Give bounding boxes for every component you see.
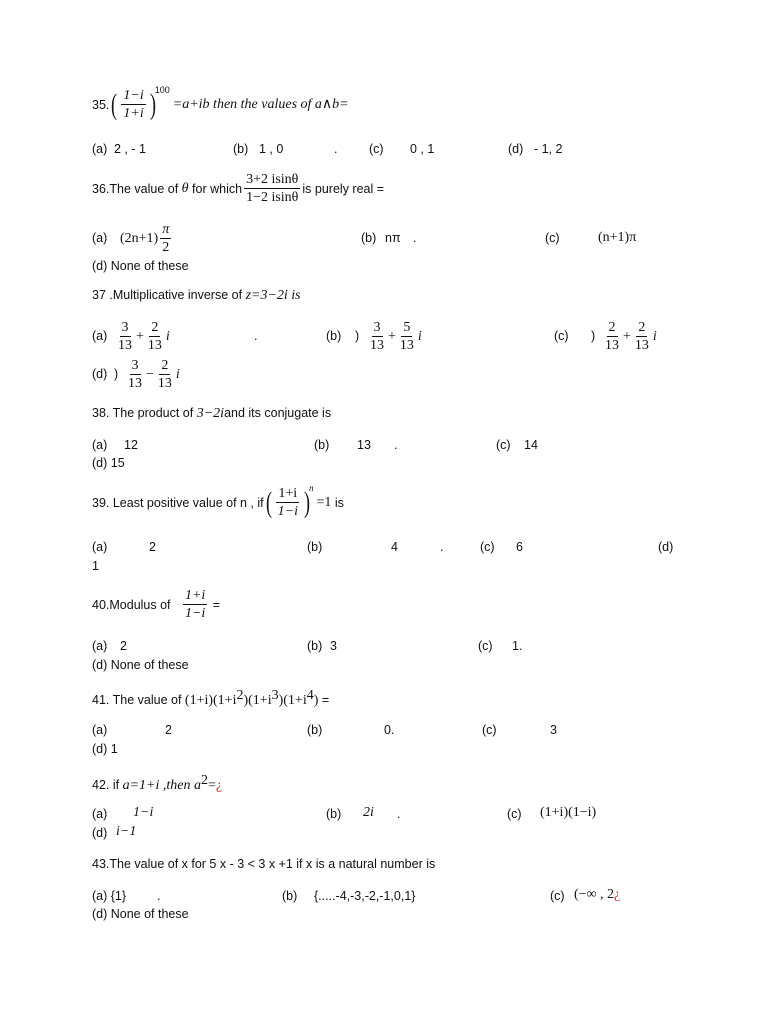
exponent: 100 xyxy=(154,85,170,96)
option-b-text: 13 xyxy=(357,438,371,452)
option-label: (c) xyxy=(369,142,384,156)
option-label: (c) xyxy=(550,889,565,903)
option-label: (c) xyxy=(496,438,511,452)
fraction-denominator: 1−2 isinθ xyxy=(246,190,299,206)
fraction-numerator: 1+i xyxy=(183,588,207,605)
option-c-text: 14 xyxy=(524,438,538,452)
option-label: (a) xyxy=(92,142,108,156)
frac-den: 13 xyxy=(128,376,142,392)
fraction-denominator: 2 xyxy=(162,240,170,256)
question-number: 35. xyxy=(92,97,110,112)
term: ) xyxy=(278,693,284,709)
fraction-denominator: 1−i xyxy=(277,504,298,520)
option-a-text: 12 xyxy=(124,438,138,452)
q38-stem xyxy=(92,407,331,421)
option-label: (b) xyxy=(314,438,330,452)
option-label: (b) xyxy=(326,329,342,343)
stem-text: 36.The value of xyxy=(92,181,179,196)
option-b-expr: 2i xyxy=(363,805,374,820)
imag-unit: i xyxy=(652,328,657,344)
option-label: (a) xyxy=(92,540,108,554)
q36-stem xyxy=(92,172,384,206)
separator-dot: . xyxy=(397,807,401,821)
stem-expr: a=1+i ,then a xyxy=(122,778,201,794)
option-d-text: - 1, 2 xyxy=(534,142,563,156)
option-a-text: 2 xyxy=(120,639,127,653)
term: (1+i xyxy=(248,693,272,709)
frac-den: 13 xyxy=(370,338,384,354)
option-d-text: (d) None of these xyxy=(92,259,189,273)
exponent: 3 xyxy=(271,688,279,703)
fraction-numerator: 1−i xyxy=(121,88,145,105)
frac-num: 2 xyxy=(159,358,170,375)
stem-text: 37 .Multiplicative inverse of xyxy=(92,288,243,302)
stem-text: = xyxy=(212,597,221,612)
stem-text: = xyxy=(321,693,330,708)
option-label: (c) xyxy=(554,329,569,343)
stray-paren: ) xyxy=(114,367,119,381)
imag-unit: i xyxy=(175,366,180,382)
frac-num: 2 xyxy=(149,320,160,337)
option-label: (c) xyxy=(545,231,560,245)
option-a-text: 2 , - 1 xyxy=(114,142,146,156)
fraction-denominator: 1−i xyxy=(184,606,206,622)
frac-num: 5 xyxy=(401,320,412,337)
interval: (−∞ , 2 xyxy=(574,887,615,902)
option-label: (b) xyxy=(307,639,323,653)
stem-text: 41. The value of xyxy=(92,693,182,708)
plus: + xyxy=(136,328,144,344)
separator-dot: . xyxy=(334,142,338,156)
option-b-text: nπ xyxy=(385,231,401,245)
q35-stem: 35. ( $\frac{1-i}{1+i}$ ) $^{100}$ =a+ib then the values of a∧b= xyxy=(92,85,349,122)
option-a-text: (a) {1} xyxy=(92,889,127,903)
option-label: (b) xyxy=(326,807,342,821)
option-d-expr xyxy=(124,358,180,392)
option-c-text: 6 xyxy=(516,540,523,554)
separator-dot: . xyxy=(440,540,444,554)
option-label: (c) xyxy=(507,807,522,821)
option-c-expr xyxy=(574,888,620,902)
option-label: (c) xyxy=(478,639,493,653)
option-label: (c) xyxy=(480,540,495,554)
option-label: (b) xyxy=(361,231,377,245)
term: (1+i xyxy=(283,693,307,709)
stem-expr: 3−2i xyxy=(196,406,225,421)
option-label: (c) xyxy=(482,723,497,737)
separator-dot: . xyxy=(394,438,398,452)
option-label: (b) xyxy=(307,723,323,737)
theta-symbol: θ xyxy=(181,180,189,196)
frac-num: 2 xyxy=(636,320,647,337)
plus: + xyxy=(623,328,631,344)
option-label: (d) xyxy=(92,367,108,381)
option-b-text: 4 xyxy=(391,540,398,554)
option-d-text: (d) None of these xyxy=(92,658,189,672)
option-b-text: 0. xyxy=(384,723,395,737)
option-label: (a) xyxy=(92,639,108,653)
frac-den: 13 xyxy=(634,338,649,354)
separator-dot: . xyxy=(413,231,417,245)
frac-num: 3 xyxy=(372,320,383,337)
option-d-text: (d) 1 xyxy=(92,742,118,756)
q37-stem xyxy=(92,289,301,303)
option-label: (a) xyxy=(92,807,108,821)
stem-text: is xyxy=(334,495,344,510)
stem-text: and its conjugate is xyxy=(224,406,332,420)
fraction-denominator: 1+i xyxy=(123,106,144,122)
option-d-text: 1 xyxy=(92,559,99,573)
expr: (2n+1) xyxy=(120,230,159,246)
option-label: (a) xyxy=(92,329,108,343)
option-label: (a) xyxy=(92,438,108,452)
frac-den: 13 xyxy=(605,338,619,354)
stray-paren: ) xyxy=(591,329,596,343)
option-a-text: 2 xyxy=(149,540,156,554)
exponent: 2 xyxy=(200,773,208,788)
garbled-glyph: ¿ xyxy=(614,887,621,902)
exponent: 4 xyxy=(306,688,314,703)
option-b-text: 3 xyxy=(330,639,337,653)
imag-unit: i xyxy=(417,328,422,344)
option-label: (b) xyxy=(307,540,323,554)
stem-text: 42. if xyxy=(92,778,120,793)
option-label: (a) xyxy=(92,231,108,245)
option-c-text: 1. xyxy=(512,639,523,653)
frac-den: 13 xyxy=(157,376,172,392)
stem-text: 38. The product of xyxy=(92,406,194,420)
q39-stem: 39. Least positive value of n , if ( $\frac{1+i}{1-i}$ ) $^n$ =1 is xyxy=(92,483,344,520)
stem-expr: z=3−2i is xyxy=(245,288,301,303)
frac-den: 13 xyxy=(399,338,414,354)
option-c-expr: (n+1)π xyxy=(598,230,637,245)
stem-text: 40.Modulus of xyxy=(92,597,171,612)
option-label: (a) xyxy=(92,723,108,737)
exponent: n xyxy=(308,483,314,494)
plus: + xyxy=(388,328,396,344)
option-a-text: 2 xyxy=(165,723,172,737)
q43-stem: 43.The value of x for 5 x - 3 < 3 x +1 if x is a natural number is xyxy=(92,857,436,871)
separator-dot: . xyxy=(254,329,258,343)
option-c-expr xyxy=(601,320,657,354)
term: ) xyxy=(243,693,249,709)
option-a-expr xyxy=(120,222,173,256)
stem-text: is purely real = xyxy=(302,181,385,196)
option-d-text: (d) None of these xyxy=(92,907,189,921)
minus: − xyxy=(146,366,154,382)
equation-rhs: =a+ib then the values of a∧b= xyxy=(172,96,349,112)
equation-rhs: =1 xyxy=(316,494,332,510)
option-d-expr: i−1 xyxy=(116,824,137,839)
frac-den: 13 xyxy=(118,338,132,354)
q40-stem xyxy=(92,588,220,622)
frac-num: 2 xyxy=(607,320,618,337)
q42-stem xyxy=(92,774,222,793)
q41-stem xyxy=(92,689,329,708)
option-d-text: (d) 15 xyxy=(92,456,125,470)
stem-text: for which xyxy=(192,181,243,196)
option-label: (d) xyxy=(658,540,674,554)
fraction-numerator: 3+2 isinθ xyxy=(244,172,300,189)
separator-dot: . xyxy=(157,889,161,903)
frac-den: 13 xyxy=(147,338,162,354)
fraction-numerator: π xyxy=(160,222,171,239)
option-label: (d) xyxy=(508,142,524,156)
option-b-text: {.....-4,-3,-2,-1,0,1} xyxy=(314,889,416,903)
garbled-glyph: ¿ xyxy=(215,778,223,794)
option-b-text: 1 , 0 xyxy=(259,142,284,156)
option-c-text: 0 , 1 xyxy=(410,142,435,156)
option-label: (b) xyxy=(282,889,298,903)
fraction-numerator: 1+i xyxy=(276,486,299,503)
option-b-expr xyxy=(366,320,422,354)
equals: = xyxy=(207,778,216,794)
stem-text: 39. Least positive value of n , if xyxy=(92,495,264,510)
stray-paren: ) xyxy=(355,329,360,343)
term: ) xyxy=(313,693,319,709)
option-label: (d) xyxy=(92,826,108,840)
frac-num: 3 xyxy=(130,358,141,375)
option-label: (b) xyxy=(233,142,249,156)
option-a-expr xyxy=(114,320,170,354)
term: (1+i) xyxy=(184,693,214,709)
term: (1+i xyxy=(213,693,237,709)
option-c-text: 3 xyxy=(550,723,557,737)
frac-num: 3 xyxy=(120,320,131,337)
option-c-expr: (1+i)(1−i) xyxy=(540,805,597,820)
option-a-expr: 1−i xyxy=(133,805,154,820)
exponent: 2 xyxy=(236,688,244,703)
imag-unit: i xyxy=(165,328,170,344)
